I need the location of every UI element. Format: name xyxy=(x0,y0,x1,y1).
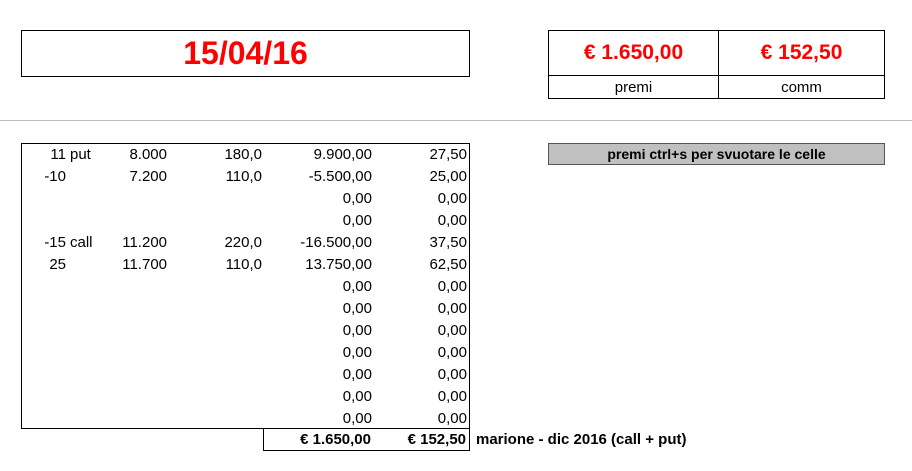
amount-cell[interactable]: 0,00 xyxy=(342,278,372,295)
price-cell[interactable] xyxy=(202,276,262,298)
option-type-cell[interactable] xyxy=(70,364,115,386)
amount-cell[interactable]: 0,00 xyxy=(342,366,372,383)
option-type-cell[interactable] xyxy=(70,408,115,430)
price-cell[interactable]: 110,0 xyxy=(225,168,262,185)
option-type-cell[interactable] xyxy=(70,166,115,188)
premi-label-cell[interactable] xyxy=(549,76,718,99)
commission-cell[interactable]: 62,50 xyxy=(429,256,467,273)
strike-cell[interactable] xyxy=(114,386,167,408)
price-cell[interactable] xyxy=(202,342,262,364)
quantity-cell[interactable] xyxy=(22,342,66,364)
date-cell[interactable] xyxy=(21,30,470,77)
total-amount-cell[interactable] xyxy=(264,429,371,450)
clear-cells-hint-button[interactable] xyxy=(548,143,885,165)
table-row xyxy=(22,408,469,430)
price-cell[interactable] xyxy=(202,210,262,232)
quantity-cell[interactable] xyxy=(22,276,66,298)
table-row xyxy=(22,276,469,298)
commission-cell[interactable]: 0,00 xyxy=(437,410,467,427)
price-cell[interactable]: 220,0 xyxy=(224,234,262,251)
amount-cell[interactable]: 0,00 xyxy=(342,300,372,317)
strike-cell[interactable] xyxy=(114,210,167,232)
strike-cell[interactable] xyxy=(114,276,167,298)
commission-cell[interactable]: 0,00 xyxy=(437,322,467,339)
commission-cell[interactable]: 0,00 xyxy=(437,278,467,295)
strike-cell[interactable] xyxy=(114,320,167,342)
price-cell[interactable] xyxy=(202,188,262,210)
table-row xyxy=(22,342,469,364)
commission-cell[interactable]: 37,50 xyxy=(429,234,467,251)
quantity-cell[interactable] xyxy=(22,408,66,430)
table-row xyxy=(22,232,469,254)
totals-note[interactable]: marione - dic 2016 (call + put) xyxy=(476,431,687,448)
amount-cell[interactable]: 0,00 xyxy=(342,344,372,361)
table-row xyxy=(22,166,469,188)
table-row xyxy=(22,386,469,408)
premi-value-cell[interactable] xyxy=(549,31,718,75)
section-separator xyxy=(0,120,912,121)
premi-value: € 1.650,00 xyxy=(583,41,684,64)
amount-cell[interactable]: -5.500,00 xyxy=(308,168,372,185)
strike-cell[interactable]: 11.200 xyxy=(122,234,167,251)
comm-value: € 152,50 xyxy=(760,41,843,64)
total-comm-cell[interactable] xyxy=(374,429,466,450)
option-type-cell[interactable]: call xyxy=(70,234,93,251)
quantity-cell[interactable] xyxy=(22,386,66,408)
hint-label: premi ctrl+s per svuotare le celle xyxy=(607,146,826,162)
commission-cell[interactable]: 0,00 xyxy=(437,344,467,361)
quantity-cell[interactable] xyxy=(22,298,66,320)
table-row xyxy=(22,298,469,320)
commission-cell[interactable]: 0,00 xyxy=(437,300,467,317)
total-comm: € 152,50 xyxy=(407,431,466,448)
summary-box xyxy=(548,30,885,99)
option-type-cell[interactable] xyxy=(70,298,115,320)
amount-cell[interactable]: 13.750,00 xyxy=(305,256,372,273)
quantity-cell[interactable]: -15 xyxy=(44,234,66,251)
commission-cell[interactable]: 27,50 xyxy=(429,146,467,163)
strike-cell[interactable] xyxy=(114,188,167,210)
option-type-cell[interactable] xyxy=(70,320,115,342)
commission-cell[interactable]: 25,00 xyxy=(429,168,467,185)
strike-cell[interactable]: 8.000 xyxy=(129,146,167,163)
totals-row xyxy=(263,429,470,451)
option-type-cell[interactable] xyxy=(70,386,115,408)
amount-cell[interactable]: 0,00 xyxy=(342,388,372,405)
amount-cell[interactable]: 0,00 xyxy=(342,410,372,427)
strike-cell[interactable] xyxy=(114,298,167,320)
quantity-cell[interactable] xyxy=(22,210,66,232)
table-row xyxy=(22,364,469,386)
price-cell[interactable] xyxy=(202,386,262,408)
comm-value-cell[interactable] xyxy=(719,31,884,75)
strike-cell[interactable] xyxy=(114,408,167,430)
quantity-cell[interactable]: 25 xyxy=(49,256,66,273)
premi-label: premi xyxy=(614,79,653,96)
option-type-cell[interactable] xyxy=(70,254,115,276)
commission-cell[interactable]: 0,00 xyxy=(437,190,467,207)
table-row xyxy=(22,188,469,210)
price-cell[interactable]: 110,0 xyxy=(225,256,262,273)
date-value: 15/04/16 xyxy=(183,35,308,71)
table-row xyxy=(22,320,469,342)
commission-cell[interactable]: 0,00 xyxy=(437,366,467,383)
quantity-cell[interactable]: -10 xyxy=(44,168,66,185)
strike-cell[interactable]: 7.200 xyxy=(129,168,167,185)
table-row xyxy=(22,144,469,166)
option-type-cell[interactable]: put xyxy=(70,146,91,163)
amount-cell[interactable]: 0,00 xyxy=(342,322,372,339)
comm-label-cell[interactable] xyxy=(719,76,884,99)
quantity-cell[interactable] xyxy=(22,188,66,210)
option-type-cell[interactable] xyxy=(70,342,115,364)
price-cell[interactable]: 180,0 xyxy=(224,146,262,163)
option-type-cell[interactable] xyxy=(70,188,115,210)
strike-cell[interactable] xyxy=(114,364,167,386)
amount-cell[interactable]: 9.900,00 xyxy=(313,146,372,163)
table-row xyxy=(22,210,469,232)
options-table xyxy=(21,143,470,429)
option-type-cell[interactable] xyxy=(70,210,115,232)
strike-cell[interactable] xyxy=(114,342,167,364)
commission-cell[interactable]: 0,00 xyxy=(437,388,467,405)
price-cell[interactable] xyxy=(202,298,262,320)
total-amount: € 1.650,00 xyxy=(300,431,371,448)
price-cell[interactable] xyxy=(202,364,262,386)
price-cell[interactable] xyxy=(202,320,262,342)
amount-cell[interactable]: 0,00 xyxy=(342,190,372,207)
strike-cell[interactable]: 11.700 xyxy=(122,256,167,273)
quantity-cell[interactable] xyxy=(22,320,66,342)
option-type-cell[interactable] xyxy=(70,276,115,298)
table-row xyxy=(22,254,469,276)
quantity-cell[interactable] xyxy=(22,364,66,386)
price-cell[interactable] xyxy=(202,408,262,430)
amount-cell[interactable]: 0,00 xyxy=(342,212,372,229)
comm-label: comm xyxy=(781,79,822,96)
amount-cell[interactable]: -16.500,00 xyxy=(300,234,372,251)
commission-cell[interactable]: 0,00 xyxy=(437,212,467,229)
quantity-cell[interactable]: 11 xyxy=(50,146,66,163)
